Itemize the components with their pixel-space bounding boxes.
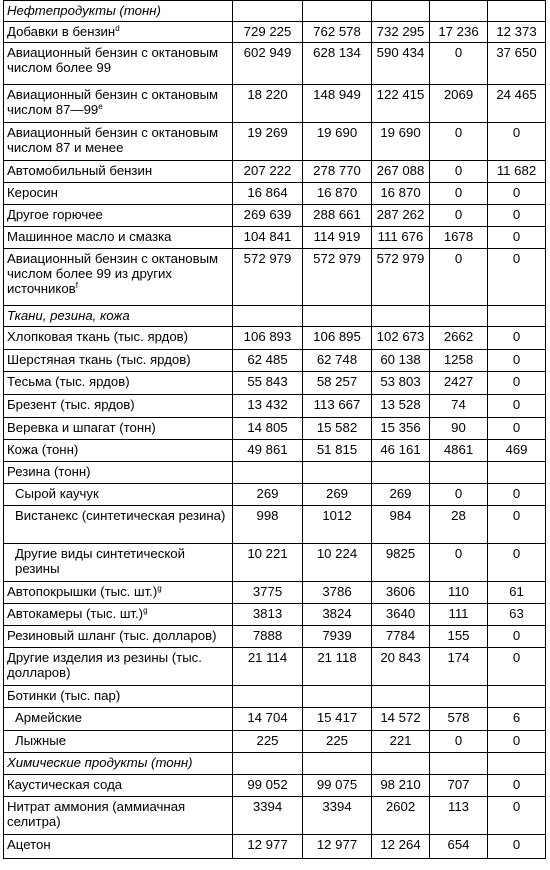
table-row: [4, 327, 546, 350]
row-label: [4, 626, 233, 648]
value-cell: 14 805: [233, 418, 303, 440]
value-cell: 2069: [430, 85, 488, 123]
row-label: [4, 227, 233, 249]
table-row: [4, 731, 546, 753]
value-cell: 0: [430, 43, 488, 85]
value-cell: 287 262: [372, 205, 430, 227]
row-label: [4, 249, 233, 306]
value-cell: 55 843: [233, 372, 303, 395]
value-cell: 7784: [372, 626, 430, 648]
value-cell: 0: [488, 484, 546, 506]
value-cell: 0: [430, 205, 488, 227]
table-row: [4, 183, 546, 205]
value-cell: 17 236: [430, 22, 488, 43]
row-label-text: Сырой каучук: [15, 486, 99, 501]
value-cell: 0: [488, 249, 546, 306]
row-label-text: Брезент (тыс. ярдов): [7, 397, 135, 412]
row-label-text: Нефтепродукты (тонн): [7, 3, 161, 18]
empty-cell: [430, 686, 488, 708]
value-cell: 98 210: [372, 775, 430, 797]
value-cell: 3394: [233, 797, 303, 835]
value-cell: 3775: [233, 582, 303, 604]
value-cell: 2662: [430, 327, 488, 350]
row-label-text: Другие виды синтетической резины: [15, 546, 185, 576]
value-cell: 1258: [430, 350, 488, 372]
table-body: [4, 1, 546, 859]
row-label-text: Авиационный бензин с октановым числом 87—99: [7, 87, 219, 117]
empty-cell: [372, 1, 430, 22]
row-label-text: Ботинки (тыс. пар): [7, 688, 121, 703]
row-label-text: Авиационный бензин с октановым числом более 99: [7, 45, 219, 75]
value-cell: 21 114: [233, 648, 303, 686]
row-label-text: Керосин: [7, 185, 58, 200]
value-cell: 4861: [430, 440, 488, 462]
value-cell: 0: [488, 797, 546, 835]
value-cell: 148 949: [303, 85, 372, 123]
value-cell: 13 432: [233, 395, 303, 418]
value-cell: 21 118: [303, 648, 372, 686]
value-cell: 15 582: [303, 418, 372, 440]
value-cell: 0: [488, 418, 546, 440]
empty-cell: [233, 462, 303, 484]
table-row: [4, 604, 546, 626]
empty-cell: [430, 306, 488, 327]
row-label-text: Ацетон: [7, 837, 51, 852]
value-cell: 0: [430, 544, 488, 582]
row-label-text: Вистанекс (синтетическая резина): [15, 508, 226, 523]
value-cell: 3394: [303, 797, 372, 835]
row-label-text: Резина (тонн): [7, 464, 91, 479]
value-cell: 20 843: [372, 648, 430, 686]
row-label: [4, 205, 233, 227]
value-cell: 106 895: [303, 327, 372, 350]
table-row: [4, 161, 546, 183]
empty-cell: [372, 686, 430, 708]
value-cell: 762 578: [303, 22, 372, 43]
empty-cell: [233, 686, 303, 708]
value-cell: 0: [430, 161, 488, 183]
section-row: [4, 753, 546, 775]
table-row: [4, 43, 546, 85]
empty-cell: [233, 306, 303, 327]
row-label-text: Каустическая сода: [7, 777, 123, 792]
footnote-marker: f: [75, 281, 78, 290]
value-cell: 102 673: [372, 327, 430, 350]
value-cell: 122 415: [372, 85, 430, 123]
row-label-text: Веревка и шпагат (тонн): [7, 420, 156, 435]
value-cell: 0: [488, 395, 546, 418]
section-heading: [4, 686, 233, 708]
value-cell: 0: [488, 205, 546, 227]
value-cell: 0: [488, 648, 546, 686]
footnote-marker: d: [115, 24, 120, 33]
production-table: [3, 0, 546, 859]
row-label: [4, 395, 233, 418]
value-cell: 3606: [372, 582, 430, 604]
empty-cell: [488, 686, 546, 708]
value-cell: 590 434: [372, 43, 430, 85]
section-row: [4, 686, 546, 708]
value-cell: 225: [233, 731, 303, 753]
empty-cell: [372, 753, 430, 775]
value-cell: 60 138: [372, 350, 430, 372]
value-cell: 12 373: [488, 22, 546, 43]
table-row: [4, 626, 546, 648]
value-cell: 707: [430, 775, 488, 797]
section-row: [4, 462, 546, 484]
value-cell: 469: [488, 440, 546, 462]
value-cell: 114 919: [303, 227, 372, 249]
value-cell: 0: [488, 626, 546, 648]
value-cell: 0: [488, 506, 546, 544]
row-label: [4, 372, 233, 395]
row-label: [4, 440, 233, 462]
row-label: [4, 544, 233, 582]
value-cell: 267 088: [372, 161, 430, 183]
empty-cell: [430, 753, 488, 775]
row-label-text: Резиновый шланг (тыс. долларов): [7, 628, 217, 643]
value-cell: 602 949: [233, 43, 303, 85]
value-cell: 7939: [303, 626, 372, 648]
value-cell: 14 704: [233, 708, 303, 731]
value-cell: 111: [430, 604, 488, 626]
value-cell: 62 485: [233, 350, 303, 372]
value-cell: 0: [488, 544, 546, 582]
value-cell: 269: [372, 484, 430, 506]
value-cell: 269: [233, 484, 303, 506]
row-label: [4, 648, 233, 686]
value-cell: 0: [430, 484, 488, 506]
row-label-text: Тесьма (тыс. ярдов): [7, 374, 130, 389]
value-cell: 732 295: [372, 22, 430, 43]
table-row: [4, 85, 546, 123]
value-cell: 0: [430, 249, 488, 306]
table-row: [4, 418, 546, 440]
value-cell: 37 650: [488, 43, 546, 85]
row-label: [4, 708, 233, 731]
value-cell: 0: [430, 123, 488, 161]
value-cell: 0: [430, 731, 488, 753]
value-cell: 12 264: [372, 835, 430, 859]
value-cell: 63: [488, 604, 546, 626]
value-cell: 104 841: [233, 227, 303, 249]
empty-cell: [488, 753, 546, 775]
value-cell: 16 870: [303, 183, 372, 205]
row-label: [4, 161, 233, 183]
value-cell: 13 528: [372, 395, 430, 418]
row-label-text: Кожа (тонн): [7, 442, 79, 457]
row-label: [4, 350, 233, 372]
value-cell: 221: [372, 731, 430, 753]
footnote-marker: g: [143, 606, 148, 615]
table-row: [4, 395, 546, 418]
value-cell: 12 977: [233, 835, 303, 859]
value-cell: 278 770: [303, 161, 372, 183]
value-cell: 19 690: [303, 123, 372, 161]
value-cell: 62 748: [303, 350, 372, 372]
value-cell: 0: [488, 123, 546, 161]
table-row: [4, 123, 546, 161]
value-cell: 0: [488, 183, 546, 205]
value-cell: 0: [430, 183, 488, 205]
row-label: [4, 418, 233, 440]
value-cell: 113: [430, 797, 488, 835]
value-cell: 24 465: [488, 85, 546, 123]
row-label-text: Другое горючее: [7, 207, 103, 222]
value-cell: 1678: [430, 227, 488, 249]
value-cell: 90: [430, 418, 488, 440]
row-label-text: Автомобильный бензин: [7, 163, 153, 178]
value-cell: 61: [488, 582, 546, 604]
value-cell: 0: [488, 350, 546, 372]
row-label-text: Автокамеры (тыс. шт.): [7, 606, 144, 621]
table-row: [4, 544, 546, 582]
empty-cell: [372, 462, 430, 484]
empty-cell: [430, 1, 488, 22]
table-row: [4, 506, 546, 544]
value-cell: 572 979: [303, 249, 372, 306]
value-cell: 51 815: [303, 440, 372, 462]
value-cell: 12 977: [303, 835, 372, 859]
empty-cell: [303, 306, 372, 327]
value-cell: 0: [488, 327, 546, 350]
value-cell: 74: [430, 395, 488, 418]
empty-cell: [233, 1, 303, 22]
table-row: [4, 440, 546, 462]
table-row: [4, 582, 546, 604]
table-row: [4, 835, 546, 859]
section-heading: [4, 1, 233, 22]
table-row: [4, 372, 546, 395]
value-cell: 3824: [303, 604, 372, 626]
value-cell: 110: [430, 582, 488, 604]
value-cell: 0: [488, 731, 546, 753]
section-row: [4, 306, 546, 327]
row-label: [4, 484, 233, 506]
empty-cell: [303, 686, 372, 708]
table-row: [4, 205, 546, 227]
empty-cell: [303, 753, 372, 775]
empty-cell: [488, 1, 546, 22]
value-cell: 2427: [430, 372, 488, 395]
value-cell: 7888: [233, 626, 303, 648]
footnote-marker: g: [157, 584, 162, 593]
value-cell: 269 639: [233, 205, 303, 227]
value-cell: 207 222: [233, 161, 303, 183]
value-cell: 3813: [233, 604, 303, 626]
row-label-text: Автопокрышки (тыс. шт.): [7, 584, 158, 599]
row-label: [4, 183, 233, 205]
value-cell: 572 979: [372, 249, 430, 306]
table-row: [4, 350, 546, 372]
value-cell: 0: [488, 835, 546, 859]
value-cell: 58 257: [303, 372, 372, 395]
row-label: [4, 43, 233, 85]
section-heading: [4, 753, 233, 775]
row-label-text: Ткани, резина, кожа: [7, 308, 130, 323]
table-row: [4, 797, 546, 835]
value-cell: 106 893: [233, 327, 303, 350]
row-label-text: Химические продукты (тонн): [7, 755, 193, 770]
value-cell: 6: [488, 708, 546, 731]
empty-cell: [430, 462, 488, 484]
row-label-text: Лыжные: [15, 733, 67, 748]
value-cell: 225: [303, 731, 372, 753]
row-label: [4, 775, 233, 797]
value-cell: 111 676: [372, 227, 430, 249]
empty-cell: [233, 753, 303, 775]
row-label-text: Хлопковая ткань (тыс. ярдов): [7, 329, 189, 344]
value-cell: 10 224: [303, 544, 372, 582]
value-cell: 2602: [372, 797, 430, 835]
value-cell: 16 864: [233, 183, 303, 205]
table-row: [4, 249, 546, 306]
value-cell: 578: [430, 708, 488, 731]
value-cell: 0: [488, 227, 546, 249]
value-cell: 49 861: [233, 440, 303, 462]
row-label-text: Авиационный бензин с октановым числом 87 и менее: [7, 125, 219, 155]
empty-cell: [303, 1, 372, 22]
table-row: [4, 484, 546, 506]
value-cell: 15 356: [372, 418, 430, 440]
row-label: [4, 582, 233, 604]
value-cell: 15 417: [303, 708, 372, 731]
table-row: [4, 775, 546, 797]
value-cell: 10 221: [233, 544, 303, 582]
value-cell: 1012: [303, 506, 372, 544]
value-cell: 3640: [372, 604, 430, 626]
row-label: [4, 506, 233, 544]
row-label-text: Шерстяная ткань (тыс. ярдов): [7, 352, 191, 367]
row-label-text: Машинное масло и смазка: [7, 229, 172, 244]
value-cell: 0: [488, 372, 546, 395]
row-label-text: Другие изделия из резины (тыс. долларов): [7, 650, 202, 680]
empty-cell: [303, 462, 372, 484]
value-cell: 99 052: [233, 775, 303, 797]
row-label: [4, 797, 233, 835]
value-cell: 0: [488, 775, 546, 797]
value-cell: 984: [372, 506, 430, 544]
value-cell: 19 269: [233, 123, 303, 161]
value-cell: 155: [430, 626, 488, 648]
value-cell: 9825: [372, 544, 430, 582]
table-row: [4, 227, 546, 249]
row-label: [4, 604, 233, 626]
value-cell: 14 572: [372, 708, 430, 731]
table-row: [4, 22, 546, 43]
table-row: [4, 708, 546, 731]
value-cell: 174: [430, 648, 488, 686]
value-cell: 288 661: [303, 205, 372, 227]
row-label: [4, 327, 233, 350]
value-cell: 113 667: [303, 395, 372, 418]
value-cell: 53 803: [372, 372, 430, 395]
row-label-text: Авиационный бензин с октановым числом более 99 из других источников: [7, 251, 219, 296]
value-cell: 628 134: [303, 43, 372, 85]
value-cell: 46 161: [372, 440, 430, 462]
value-cell: 269: [303, 484, 372, 506]
value-cell: 19 690: [372, 123, 430, 161]
value-cell: 16 870: [372, 183, 430, 205]
row-label: [4, 731, 233, 753]
empty-cell: [488, 462, 546, 484]
section-heading: [4, 462, 233, 484]
row-label: [4, 22, 233, 43]
empty-cell: [372, 306, 430, 327]
value-cell: 3786: [303, 582, 372, 604]
table-row: [4, 648, 546, 686]
value-cell: 28: [430, 506, 488, 544]
value-cell: 99 075: [303, 775, 372, 797]
row-label-text: Армейские: [15, 710, 82, 725]
row-label: [4, 123, 233, 161]
value-cell: 18 220: [233, 85, 303, 123]
value-cell: 729 225: [233, 22, 303, 43]
section-row: [4, 1, 546, 22]
empty-cell: [488, 306, 546, 327]
row-label-text: Добавки в бензин: [7, 24, 116, 39]
statistics-table-page: [3, 0, 545, 868]
value-cell: 11 682: [488, 161, 546, 183]
row-label-text: Нитрат аммония (аммиачная селитра): [7, 799, 186, 829]
row-label: [4, 85, 233, 123]
value-cell: 998: [233, 506, 303, 544]
section-heading: [4, 306, 233, 327]
value-cell: 654: [430, 835, 488, 859]
footnote-marker: e: [98, 102, 103, 111]
value-cell: 572 979: [233, 249, 303, 306]
row-label: [4, 835, 233, 859]
